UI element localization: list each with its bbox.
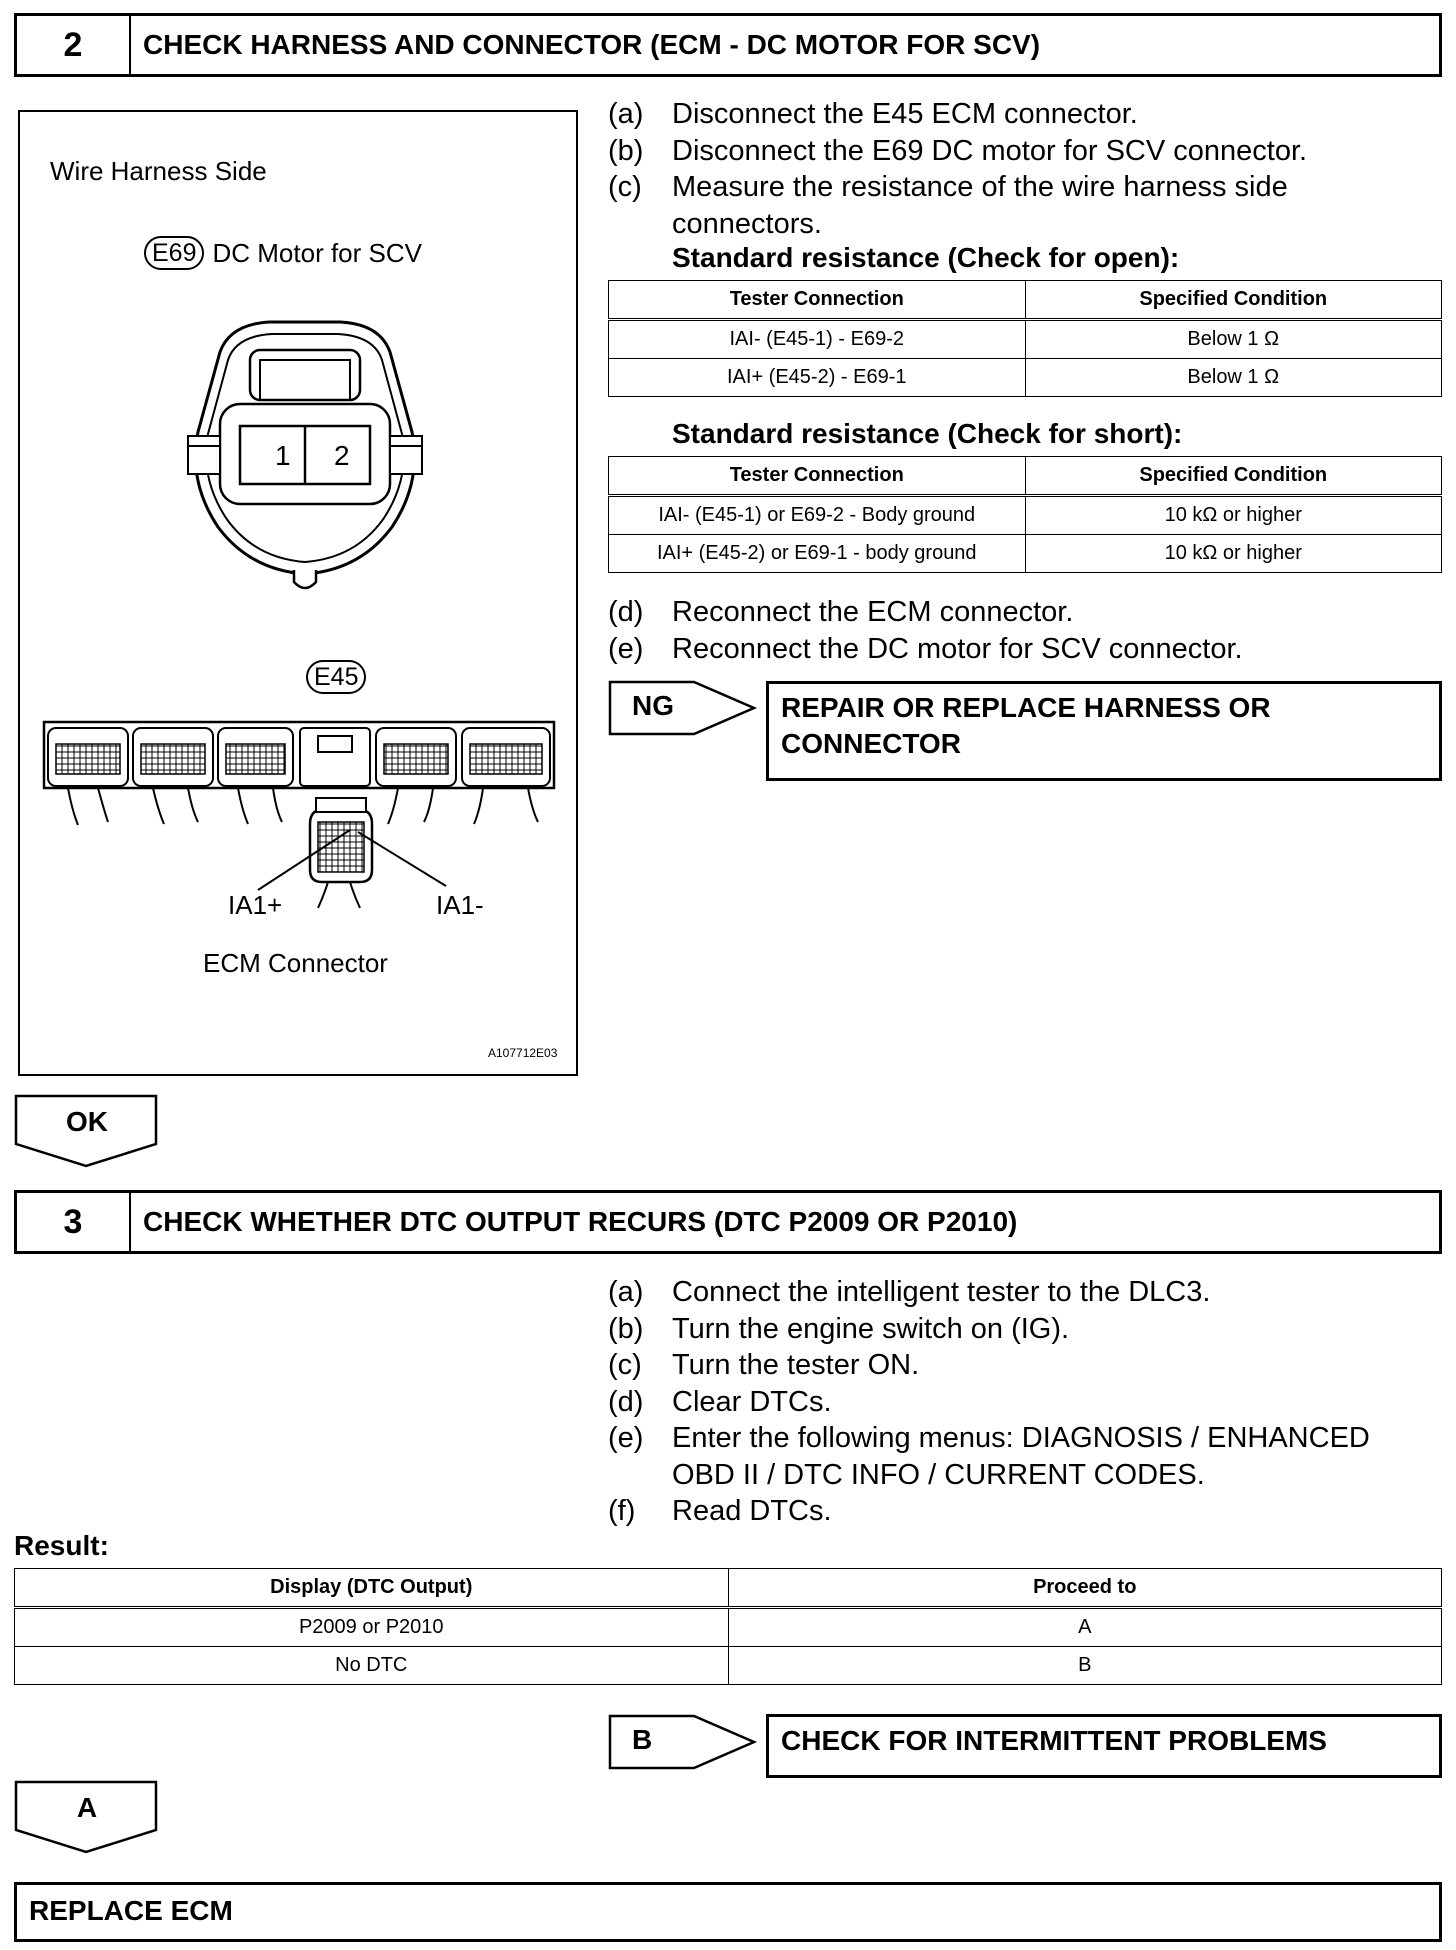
a-label: A xyxy=(76,1792,98,1823)
instruction-item: (c) Turn the tester ON. xyxy=(608,1349,920,1381)
step-title: CHECK WHETHER DTC OUTPUT RECURS (DTC P2009 OR P2010) xyxy=(143,1206,1018,1237)
instruction-item: (d) Clear DTCs. xyxy=(608,1385,832,1418)
instruction-item: (b) Disconnect the E69 DC motor for SCV connector. xyxy=(608,134,1308,167)
column-header: Specified Condition xyxy=(1025,457,1442,496)
final-action-box: REPLACE ECM xyxy=(14,1882,1442,1942)
table-cell: IAI+ (E45-2) - E69-1 xyxy=(609,359,1026,397)
figure-id: A107712E03 xyxy=(488,1046,558,1060)
e45-code-badge: E45 xyxy=(306,660,366,694)
e69-code-badge: E69 xyxy=(144,236,204,270)
table-cell: Below 1 Ω xyxy=(1025,320,1442,359)
instruction-item: (b) Turn the engine switch on (IG). xyxy=(608,1312,1070,1345)
table-cell: IAI+ (E45-2) or E69-1 - body ground xyxy=(609,535,1026,573)
step-title: CHECK HARNESS AND CONNECTOR (ECM - DC MOTOR FOR SCV) xyxy=(143,29,1041,60)
short-check-heading: Standard resistance (Check for short): xyxy=(672,418,1183,449)
table-cell: Below 1 Ω xyxy=(1025,359,1442,397)
instruction-item: (a) Connect the intelligent tester to the DLC3. xyxy=(608,1276,1211,1308)
b-result-box: CHECK FOR INTERMITTENT PROBLEMS xyxy=(766,1714,1442,1778)
column-header: Proceed to xyxy=(728,1569,1442,1608)
pin-1-label: 1 xyxy=(275,440,291,471)
instruction-item: (e) Reconnect the DC motor for SCV connector. xyxy=(608,632,1243,665)
wiring-figure xyxy=(18,110,578,1076)
ecm-connector-drawing xyxy=(38,710,558,910)
step-3-instructions xyxy=(608,1274,1428,1530)
b-arrow-icon xyxy=(608,1714,758,1774)
table-cell: IAI- (E45-1) - E69-2 xyxy=(609,320,1026,359)
instruction-item: (a) Disconnect the E45 ECM connector. xyxy=(608,98,1138,130)
e69-connector-label xyxy=(144,236,422,270)
table-row xyxy=(609,359,1442,397)
open-check-heading: Standard resistance (Check for open): xyxy=(672,242,1180,273)
table-cell: P2009 or P2010 xyxy=(15,1608,729,1647)
instruction-item: (f) Read DTCs. xyxy=(608,1495,832,1527)
step-2-instructions-after xyxy=(608,594,1428,667)
table-row xyxy=(609,496,1442,535)
ecm-connector-label: ECM Connector xyxy=(203,948,388,978)
ng-label: NG xyxy=(632,690,674,721)
table-cell: No DTC xyxy=(15,1647,729,1685)
table-cell: 10 kΩ or higher xyxy=(1025,535,1442,573)
column-header: Tester Connection xyxy=(609,457,1026,496)
instruction-item: (d) Reconnect the ECM connector. xyxy=(608,596,1074,628)
table-cell: IAI- (E45-1) or E69-2 - Body ground xyxy=(609,496,1026,535)
pin-2-label: 2 xyxy=(334,440,350,471)
column-header: Tester Connection xyxy=(609,281,1026,320)
ng-result-box: REPAIR OR REPLACE HARNESS OR CONNECTOR xyxy=(766,681,1442,781)
step-number: 2 xyxy=(17,16,131,74)
b-label: B xyxy=(632,1724,653,1755)
ok-label: OK xyxy=(66,1106,108,1137)
step-number: 3 xyxy=(17,1193,131,1251)
table-cell: A xyxy=(728,1608,1442,1647)
column-header: Specified Condition xyxy=(1025,281,1442,320)
table-cell: 10 kΩ or higher xyxy=(1025,496,1442,535)
table-cell: B xyxy=(728,1647,1442,1685)
ng-arrow-icon xyxy=(608,680,758,740)
short-check-table xyxy=(608,456,1442,573)
step-3-header xyxy=(14,1190,1442,1254)
instruction-item: (c) Measure the resistance of the wire harness side connectors. xyxy=(608,171,1288,240)
result-label: Result: xyxy=(14,1530,109,1561)
table-row xyxy=(15,1608,1442,1647)
e69-description: DC Motor for SCV xyxy=(212,237,422,268)
column-header: Display (DTC Output) xyxy=(15,1569,729,1608)
ia1-minus-label: IA1- xyxy=(436,890,484,920)
table-row xyxy=(609,535,1442,573)
table-row xyxy=(609,320,1442,359)
step-2-header xyxy=(14,13,1442,77)
instruction-item: (e) Enter the following menus: DIAGNOSIS / ENHANCED OBD II / DTC INFO / CURRENT CODES. xyxy=(608,1422,1370,1491)
ia1-plus-label: IA1+ xyxy=(228,890,283,920)
table-row xyxy=(15,1647,1442,1685)
wire-harness-side-label: Wire Harness Side xyxy=(50,156,267,186)
open-check-table xyxy=(608,280,1442,397)
e69-connector-drawing xyxy=(180,312,430,602)
step-2-instructions xyxy=(608,96,1428,242)
result-table xyxy=(14,1568,1442,1685)
